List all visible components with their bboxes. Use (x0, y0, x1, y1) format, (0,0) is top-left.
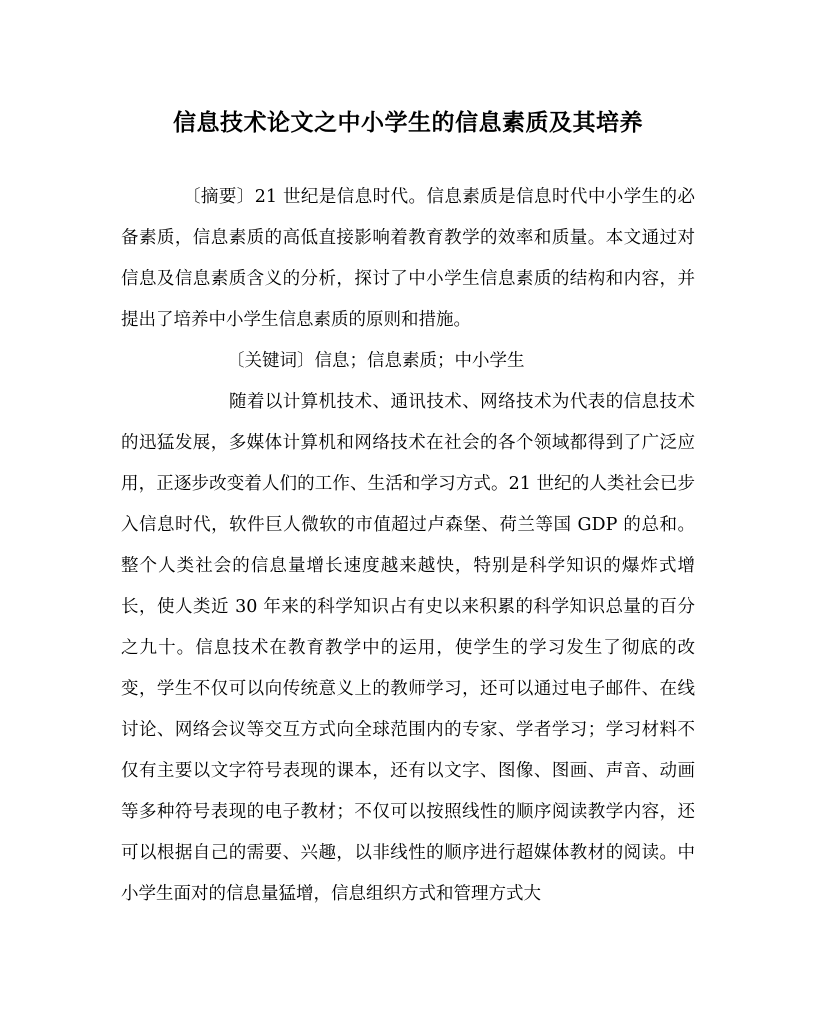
abstract-paragraph: 〔摘要〕21 世纪是信息时代。信息素质是信息时代中小学生的必备素质，信息素质的高低直接影响着教育教学的效率和质量。本文通过对信息及信息素质含义的分析，探讨了中小学生信息素质的结构和内容，并提出了培养中小学生信息素质的原则和措施。 (121, 187, 695, 330)
body-paragraph: 随着以计算机技术、通讯技术、网络技术为代表的信息技术的迅猛发展，多媒体计算机和网络技术在社会的各个领域都得到了广泛应用，正逐步改变着人们的工作、生活和学习方式。21 世纪的人类社会已步入信息时代，软件巨人微软的市值超过卢森堡、荷兰等国 GDP 的总和。整个人类社会的信息量增长速度越来越快，特别是科学知识的爆炸式增长，使人类近 30 年来的科学知识占有史以来积累的科学知识总量的百分之九十。信息技术在教育教学中的运用，使学生的学习发生了彻底的改变，学生不仅可以向传统意义上的教师学习，还可以通过电子邮件、在线讨论、网络会议等交互方式向全球范围内的专家、学者学习；学习材料不仅有主要以文字符号表现的课本，还有以文字、图像、图画、声音、动画等多种符号表现的电子教材；不仅可以按照线性的顺序阅读教学内容，还可以根据自己的需要、兴趣，以非线性的顺序进行超媒体教材的阅读。中小学生面对的信息量猛增，信息组织方式和管理方式大 (121, 392, 695, 904)
page-title: 信息技术论文之中小学生的信息素质及其培养 (173, 109, 643, 136)
keywords-paragraph: 〔关键词〕信息；信息素质；中小学生 (227, 351, 525, 371)
